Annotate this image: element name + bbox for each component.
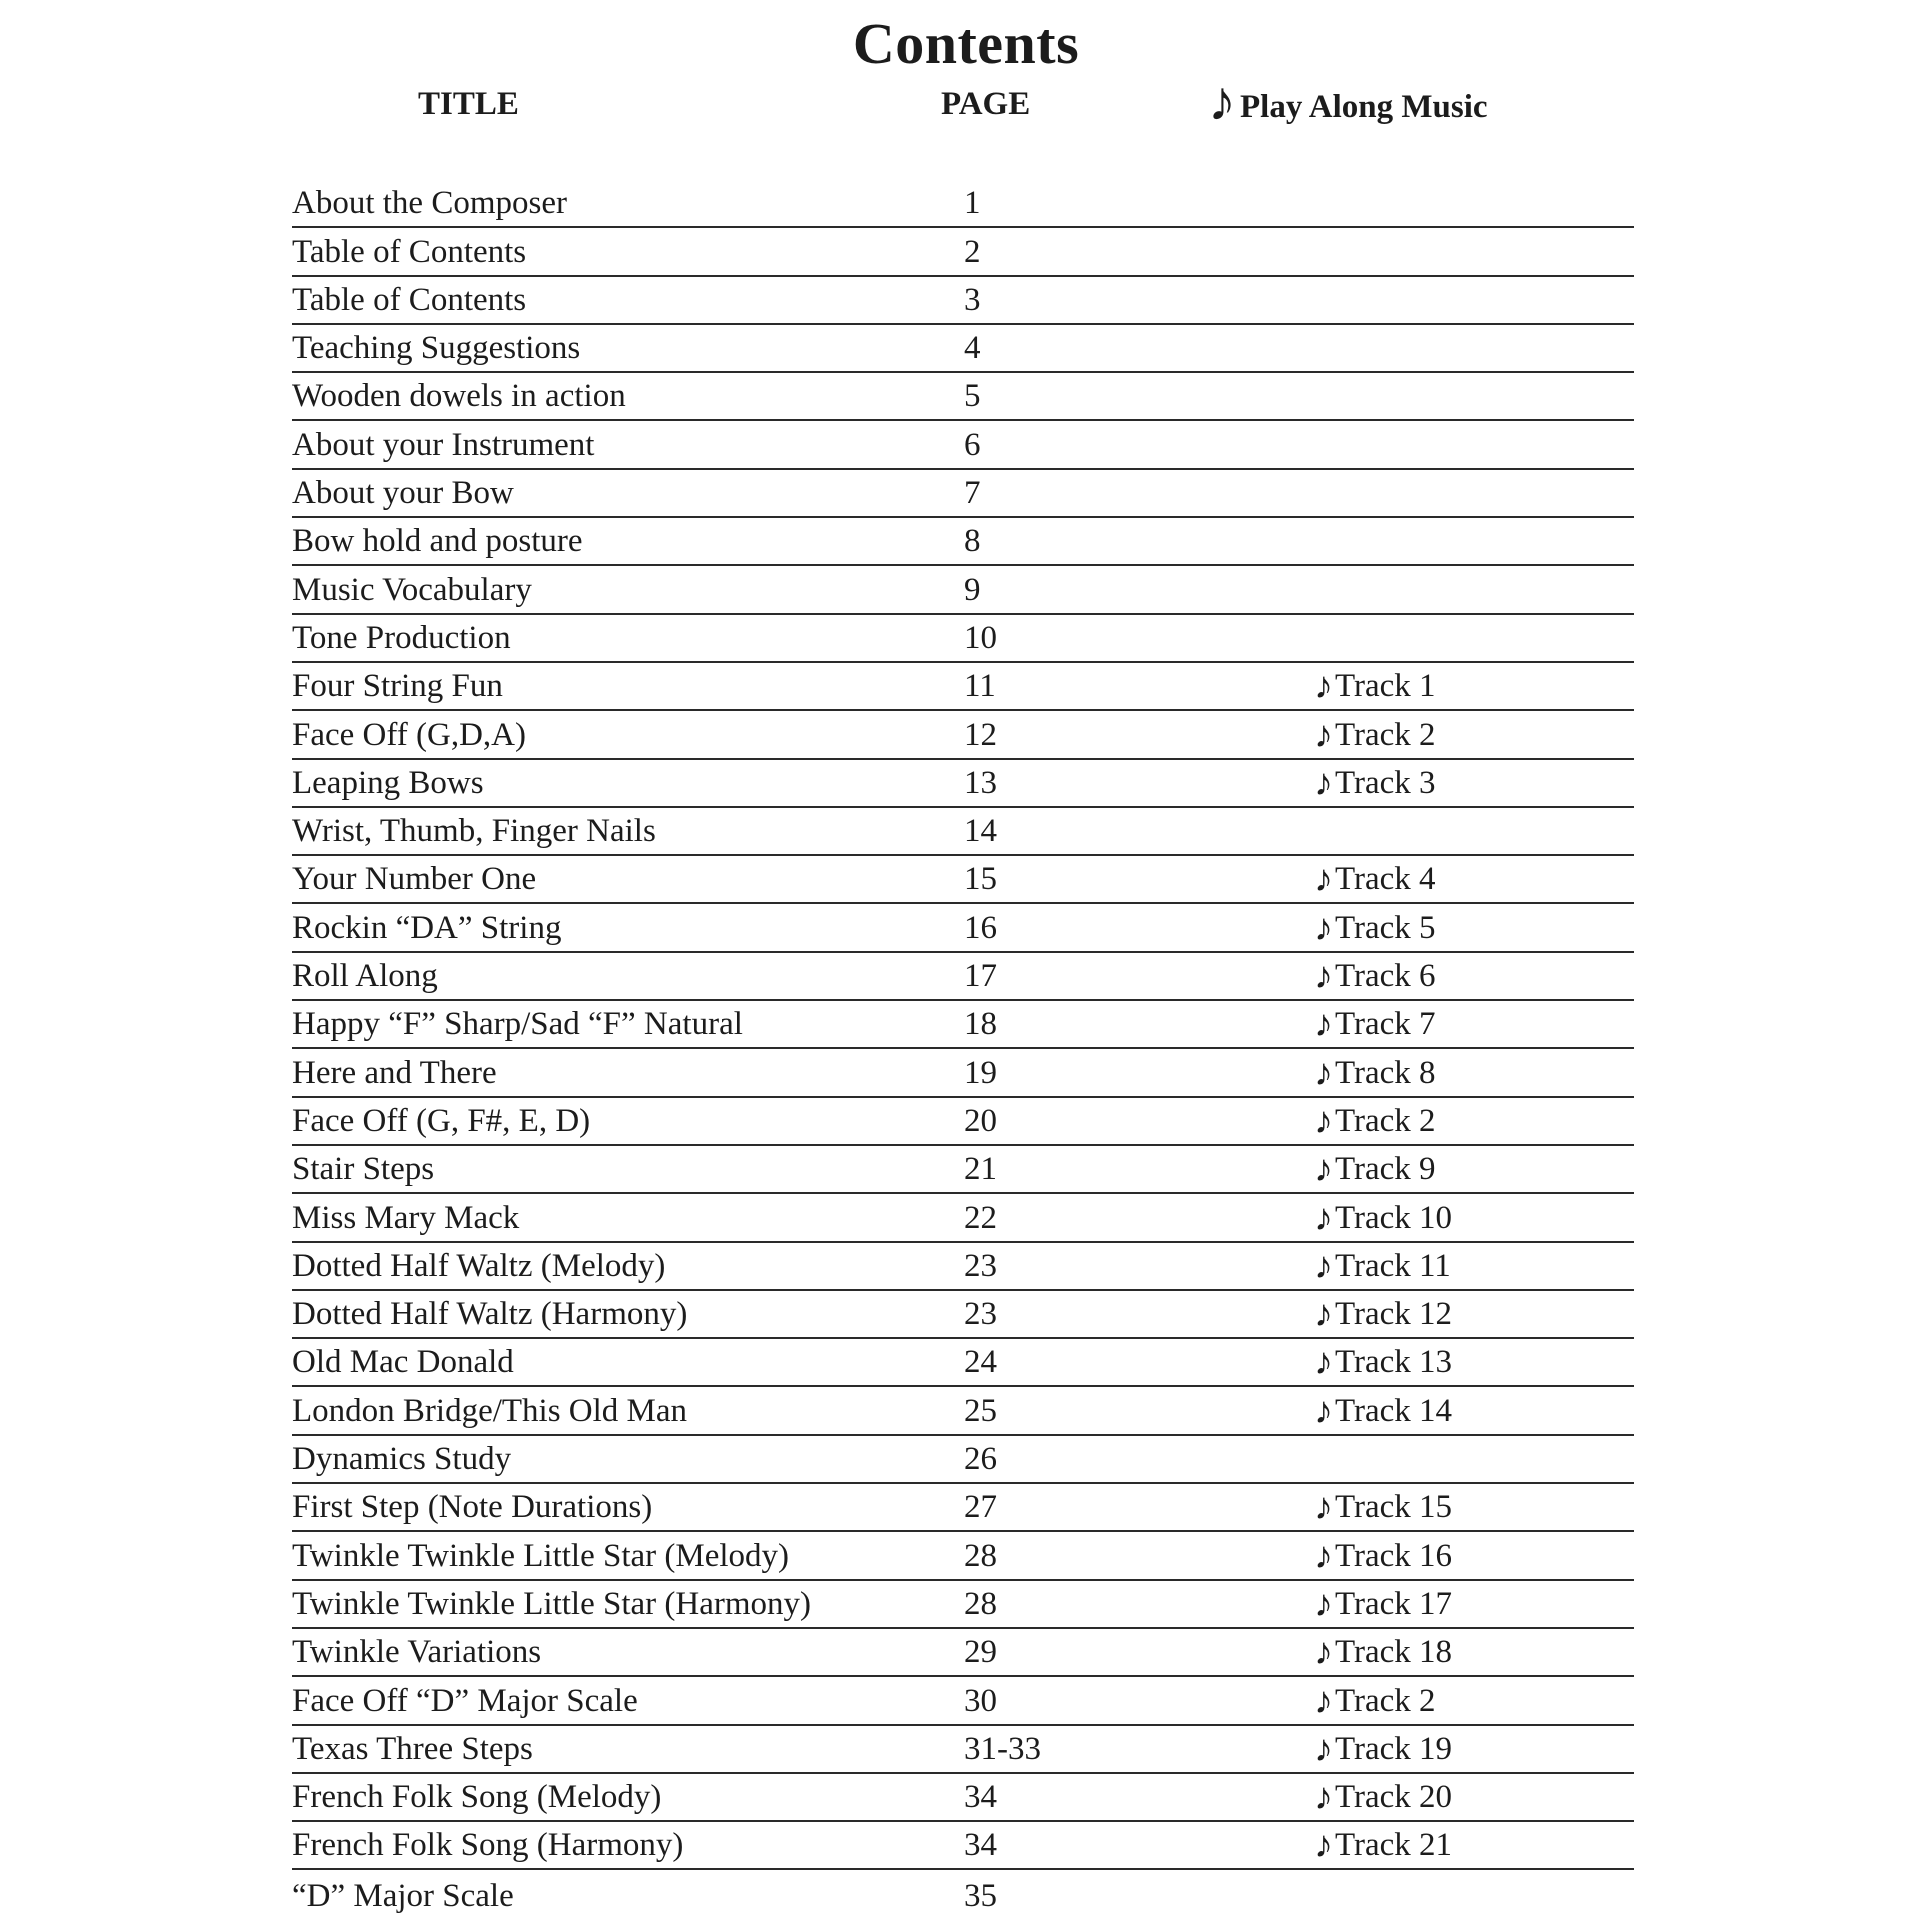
entry-page: 6: [964, 426, 981, 463]
table-row: [292, 711, 1634, 759]
entry-page: 1: [964, 185, 981, 222]
entry-page: 8: [964, 523, 981, 560]
table-row: [292, 1436, 1634, 1484]
entry-track: [1314, 858, 1436, 901]
entry-title: Dynamics Study: [292, 1441, 512, 1478]
entry-page: 23: [964, 1296, 997, 1333]
table-row: [292, 277, 1634, 325]
entry-page: 26: [964, 1441, 997, 1478]
entry-title: Dotted Half Waltz (Melody): [292, 1247, 666, 1284]
entry-track: [1314, 713, 1436, 756]
entry-title: Twinkle Variations: [292, 1634, 542, 1671]
table-row: [292, 808, 1634, 856]
entry-title: About the Composer: [292, 185, 567, 222]
entry-track: [1314, 1051, 1436, 1094]
entry-title: French Folk Song (Melody): [292, 1779, 662, 1816]
table-row: [292, 1049, 1634, 1097]
entry-title: Leaping Bows: [292, 764, 484, 801]
entry-track: [1314, 1486, 1453, 1529]
table-row: [292, 1339, 1634, 1387]
table-row: [292, 325, 1634, 373]
entry-page: 4: [964, 330, 981, 367]
table-row: [292, 1726, 1634, 1774]
track-label: Track 9: [1335, 1151, 1436, 1188]
entry-title: Old Mac Donald: [292, 1344, 514, 1381]
music-note-icon: ♪: [1314, 1293, 1333, 1336]
play-along-label: Play Along Music: [1240, 89, 1488, 125]
table-row: [292, 1146, 1634, 1194]
music-note-icon: ♪: [1314, 1148, 1333, 1191]
entry-title: Rockin “DA” String: [292, 909, 562, 946]
entry-track: [1314, 1293, 1453, 1336]
table-row: [292, 1194, 1634, 1242]
table-row: [292, 470, 1634, 518]
table-row: [292, 1629, 1634, 1677]
entry-page: 35: [964, 1877, 997, 1914]
track-label: Track 21: [1335, 1827, 1453, 1864]
table-row: [292, 1677, 1634, 1725]
entry-page: 23: [964, 1247, 997, 1284]
music-note-icon: ♪: [1314, 1631, 1333, 1674]
music-note-icon: ♪: [1314, 713, 1333, 756]
entry-track: [1314, 1679, 1436, 1722]
table-row: [292, 1001, 1634, 1049]
entry-page: 28: [964, 1585, 997, 1622]
entry-track: [1314, 906, 1436, 949]
table-row: [292, 760, 1634, 808]
entry-title: About your Instrument: [292, 426, 595, 463]
entry-page: 17: [964, 958, 997, 995]
table-row: [292, 856, 1634, 904]
entry-title: Four String Fun: [292, 668, 503, 705]
entry-title: About your Bow: [292, 475, 514, 512]
music-note-icon: ♪: [1314, 955, 1333, 998]
track-label: Track 13: [1335, 1344, 1453, 1381]
entry-track: [1314, 1631, 1453, 1674]
entry-page: 34: [964, 1827, 997, 1864]
entry-track: [1314, 761, 1436, 804]
entry-title: Wooden dowels in action: [292, 378, 626, 415]
entry-title: Texas Three Steps: [292, 1730, 533, 1767]
entry-track: [1314, 1727, 1453, 1770]
table-row: [292, 180, 1634, 228]
music-note-icon: ♪: [1314, 1534, 1333, 1577]
entry-title: Face Off (G,D,A): [292, 716, 526, 753]
column-header-page: PAGE: [941, 86, 1031, 122]
music-note-icon: ♪: [1314, 858, 1333, 901]
track-label: Track 1: [1335, 668, 1436, 705]
track-label: Track 2: [1335, 716, 1436, 753]
entry-title: Your Number One: [292, 861, 537, 898]
table-row: [292, 373, 1634, 421]
track-label: Track 19: [1335, 1730, 1453, 1767]
entry-page: 27: [964, 1489, 997, 1526]
entry-page: 30: [964, 1682, 997, 1719]
table-row: [292, 566, 1634, 614]
music-note-icon: ♪: [1314, 1486, 1333, 1529]
table-row: [292, 1774, 1634, 1822]
entry-title: “D” Major Scale: [292, 1877, 514, 1914]
music-note-icon: ♪: [1314, 1341, 1333, 1384]
entry-title: Bow hold and posture: [292, 523, 583, 560]
entry-title: First Step (Note Durations): [292, 1489, 653, 1526]
entry-track: [1314, 1341, 1453, 1384]
entry-title: Table of Contents: [292, 281, 527, 318]
table-row: [292, 421, 1634, 469]
entry-page: 25: [964, 1392, 997, 1429]
table-row: [292, 1098, 1634, 1146]
music-note-icon: ♪: [1314, 1196, 1333, 1239]
entry-title: Here and There: [292, 1054, 497, 1091]
table-row: [292, 1581, 1634, 1629]
music-note-icon: ♪: [1208, 71, 1236, 133]
track-label: Track 2: [1335, 1682, 1436, 1719]
entry-track: [1314, 1148, 1436, 1191]
entry-page: 31-33: [964, 1730, 1041, 1767]
entry-title: Stair Steps: [292, 1151, 435, 1188]
entry-title: Table of Contents: [292, 233, 527, 270]
table-row: [292, 1243, 1634, 1291]
track-label: Track 10: [1335, 1199, 1453, 1236]
music-note-icon: ♪: [1314, 1824, 1333, 1867]
entry-title: Happy “F” Sharp/Sad “F” Natural: [292, 1006, 743, 1043]
entry-page: 14: [964, 813, 997, 850]
entry-page: 24: [964, 1344, 997, 1381]
entry-page: 5: [964, 378, 981, 415]
entry-page: 12: [964, 716, 997, 753]
entry-page: 9: [964, 571, 981, 608]
table-row: [292, 1387, 1634, 1435]
track-label: Track 8: [1335, 1054, 1436, 1091]
track-label: Track 15: [1335, 1489, 1453, 1526]
table-row: [292, 1484, 1634, 1532]
music-note-icon: ♪: [1314, 665, 1333, 708]
table-row: [292, 663, 1634, 711]
entry-page: 13: [964, 764, 997, 801]
entry-page: 16: [964, 909, 997, 946]
entry-page: 11: [964, 668, 996, 705]
music-note-icon: ♪: [1314, 906, 1333, 949]
entry-track: [1314, 1099, 1436, 1142]
entry-page: 7: [964, 475, 981, 512]
track-label: Track 2: [1335, 1102, 1436, 1139]
entry-track: [1314, 1389, 1453, 1432]
entry-page: 21: [964, 1151, 997, 1188]
contents-table: [292, 180, 1634, 1919]
music-note-icon: ♪: [1314, 1099, 1333, 1142]
entry-track: [1314, 1582, 1453, 1625]
track-label: Track 3: [1335, 764, 1436, 801]
entry-page: 15: [964, 861, 997, 898]
entry-page: 19: [964, 1054, 997, 1091]
music-note-icon: ♪: [1314, 761, 1333, 804]
music-note-icon: ♪: [1314, 1389, 1333, 1432]
track-label: Track 12: [1335, 1296, 1453, 1333]
entry-track: [1314, 955, 1436, 998]
table-row: [292, 1291, 1634, 1339]
table-row: [292, 1870, 1634, 1918]
entry-title: Teaching Suggestions: [292, 330, 581, 367]
entry-track: [1314, 1824, 1453, 1867]
music-note-icon: ♪: [1314, 1003, 1333, 1046]
entry-title: Twinkle Twinkle Little Star (Melody): [292, 1537, 790, 1574]
entry-title: French Folk Song (Harmony): [292, 1827, 684, 1864]
track-label: Track 20: [1335, 1779, 1453, 1816]
entry-track: [1314, 1244, 1451, 1287]
entry-title: Roll Along: [292, 958, 438, 995]
entry-page: 18: [964, 1006, 997, 1043]
table-row: [292, 1532, 1634, 1580]
entry-page: 28: [964, 1537, 997, 1574]
track-label: Track 7: [1335, 1006, 1436, 1043]
track-label: Track 16: [1335, 1537, 1453, 1574]
entry-track: [1314, 1196, 1453, 1239]
entry-track: [1314, 1003, 1436, 1046]
track-label: Track 14: [1335, 1392, 1453, 1429]
music-note-icon: ♪: [1314, 1727, 1333, 1770]
entry-title: Twinkle Twinkle Little Star (Harmony): [292, 1585, 811, 1622]
table-row: [292, 1822, 1634, 1870]
entry-title: Wrist, Thumb, Finger Nails: [292, 813, 656, 850]
track-label: Track 11: [1335, 1247, 1451, 1284]
track-label: Track 17: [1335, 1585, 1453, 1622]
column-header-play-along: [1208, 71, 1488, 133]
entry-title: Face Off “D” Major Scale: [292, 1682, 638, 1719]
music-note-icon: ♪: [1314, 1776, 1333, 1819]
page-title: Contents: [852, 11, 1080, 76]
entry-track: [1314, 1534, 1453, 1577]
entry-page: 3: [964, 281, 981, 318]
entry-title: Tone Production: [292, 619, 511, 656]
table-row: [292, 904, 1634, 952]
entry-track: [1314, 665, 1436, 708]
music-note-icon: ♪: [1314, 1679, 1333, 1722]
column-header-title: TITLE: [418, 86, 519, 122]
track-label: Track 4: [1335, 861, 1436, 898]
entry-page: 10: [964, 619, 997, 656]
entry-page: 34: [964, 1779, 997, 1816]
music-note-icon: ♪: [1314, 1244, 1333, 1287]
entry-title: Face Off (G, F#, E, D): [292, 1102, 591, 1139]
table-row: [292, 615, 1634, 663]
entry-page: 22: [964, 1199, 997, 1236]
entry-title: Dotted Half Waltz (Harmony): [292, 1296, 688, 1333]
entry-page: 20: [964, 1102, 997, 1139]
track-label: Track 18: [1335, 1634, 1453, 1671]
entry-page: 2: [964, 233, 981, 270]
entry-track: [1314, 1776, 1453, 1819]
track-label: Track 5: [1335, 909, 1436, 946]
table-row: [292, 518, 1634, 566]
entry-page: 29: [964, 1634, 997, 1671]
music-note-icon: ♪: [1314, 1582, 1333, 1625]
music-note-icon: ♪: [1314, 1051, 1333, 1094]
track-label: Track 6: [1335, 958, 1436, 995]
entry-title: London Bridge/This Old Man: [292, 1392, 688, 1429]
table-row: [292, 228, 1634, 276]
entry-title: Music Vocabulary: [292, 571, 532, 608]
entry-title: Miss Mary Mack: [292, 1199, 520, 1236]
table-row: [292, 953, 1634, 1001]
